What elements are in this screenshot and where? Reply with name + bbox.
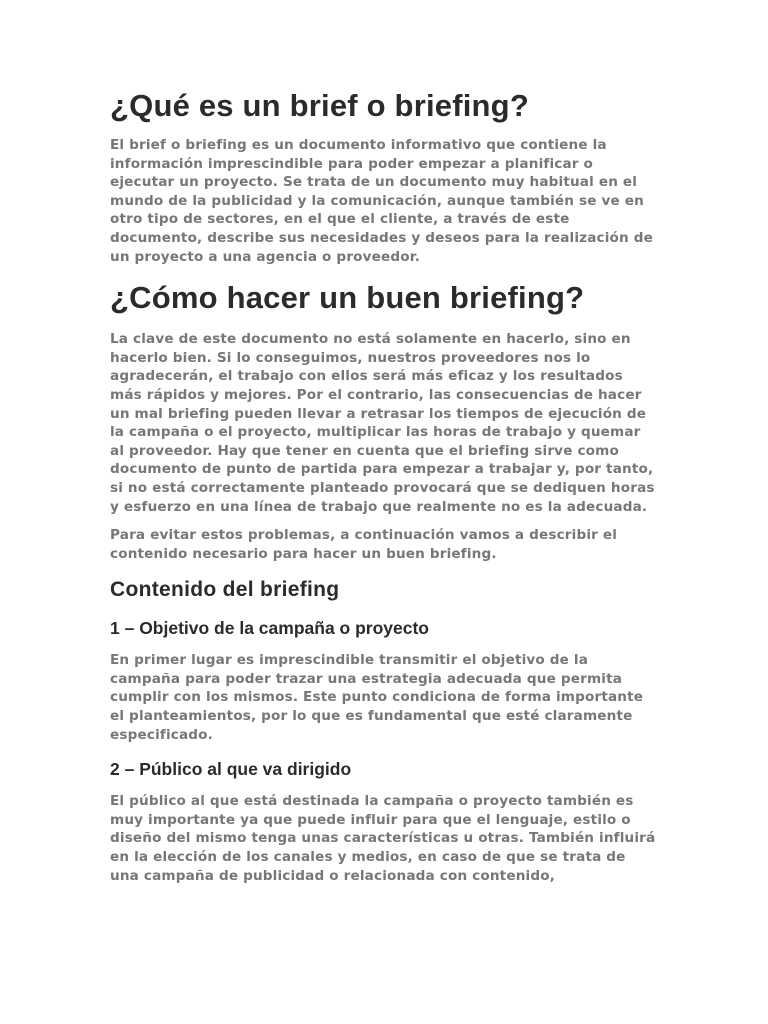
- document-page: [110, 86, 658, 885]
- heading-briefing-contents: Contenido del briefing: [110, 578, 340, 602]
- heading-how-to-make-briefing: ¿Cómo hacer un buen briefing?: [110, 280, 585, 316]
- heading-what-is-brief: ¿Qué es un brief o briefing?: [110, 88, 529, 123]
- paragraph-avoid-problems: Para evitar estos problemas, a continuación vamos a describir el contenido necesario para hacer un buen briefing.: [110, 527, 618, 562]
- paragraph-briefing-importance: La clave de este documento no está solamente en hacerlo, sino en hacerlo bien. Si lo conseguimos, nuestros proveedores nos lo agradecerán, el trabajo con ellos será más eficaz y los resultados más rápidos y mejores. Por el contrario, las consecuencias de hacer un mal briefing pueden llevar a retrasar los tiempos de ejecución de la campaña o el proyecto, multiplicar las horas de trabajo y quemar al proveedor. Hay que tener en cuenta que el briefing sirve como documento de punto de partida para empezar a trabajar y, por tanto, si no está correctamente planteado provocará que se dediquen horas y esfuerzo en una línea de trabajo que realmente no es la adecuada.: [110, 331, 655, 515]
- paragraph-objective: En primer lugar es imprescindible transmitir el objetivo de la campaña para poder trazar una estrategia adecuada que permita cumplir con los mismos. Este punto condiciona de forma importante el planteamientos, por lo que es fundamental que esté claramente especificado.: [110, 652, 644, 743]
- paragraph-brief-definition: El brief o briefing es un documento informativo que contiene la información imprescindible para poder empezar a planificar o ejecutar un proyecto. Se trata de un documento muy habitual en el mundo de la publicidad y la comunicación, aunque también se ve en otro tipo de sectores, en el que el cliente, a través de este documento, describe sus necesidades y deseos para la realización de un proyecto a una agencia o proveedor.: [110, 137, 654, 265]
- heading-objective: 1 – Objetivo de la campaña o proyecto: [110, 618, 429, 639]
- paragraph-target-audience: El público al que está destinada la campaña o proyecto también es muy importante ya que puede influir para que el lenguaje, estilo o diseño del mismo tenga unas características u otras. También influirá en la elección de los canales y medios, en caso de que se trata de una campaña de publicidad o relacionada con contenido,: [110, 793, 656, 884]
- heading-target-audience: 2 – Público al que va dirigido: [110, 759, 352, 780]
